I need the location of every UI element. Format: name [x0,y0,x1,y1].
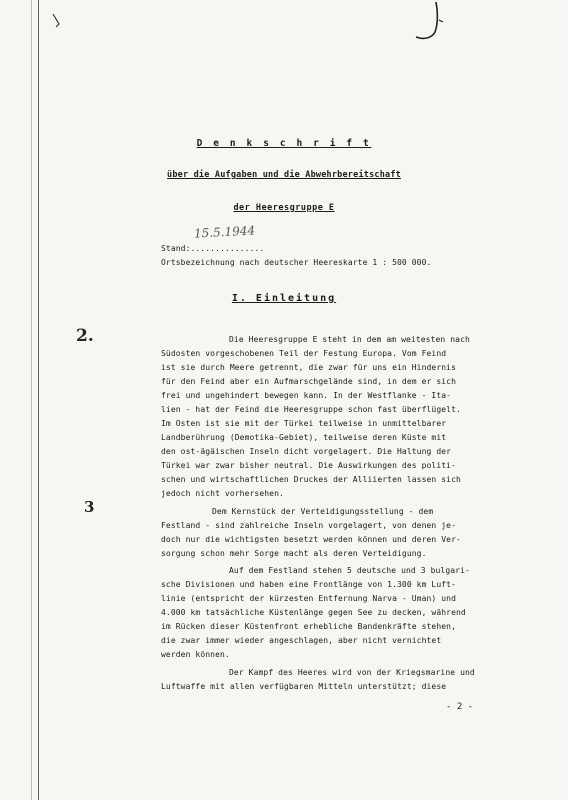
body-line: Die Heeresgruppe E steht in dem am weitesten nach [229,335,470,344]
body-line: Luftwaffe mit allen verfügbaren Mitteln unterstützt; diese [161,682,447,691]
body-line: lien - hat der Feind die Heeresgruppe schon fast überflügelt. [161,405,461,414]
corner-mark [50,12,64,28]
body-line: Auf dem Festland stehen 5 deutsche und 3 bulgari- [229,566,470,575]
body-line: sche Divisionen und haben eine Frontlänge von 1.300 km Luft- [161,580,456,589]
scan-edge-line [31,0,32,800]
body-line: im Rücken dieser Küstenfront erhebliche Bandenkräfte stehen, [161,622,456,631]
body-line: doch nur die wichtigsten besetzt werden können und deren Ver- [161,535,461,544]
body-line: Türkei war zwar bisher neutral. Die Auswirkungen des politi- [161,461,456,470]
document-title: D e n k s c h r i f t [196,138,372,149]
body-line: für den Feind aber ein Aufmarschgelände sind, in dem er sich [161,377,456,386]
body-line: Der Kampf des Heeres wird von der Kriegsmarine und [229,668,475,677]
body-line: schen und wirtschaftlichen Druckes der Alliierten lassen sich [161,475,461,484]
body-line: Dem Kernstück der Verteidigungsstellung - dem [212,507,434,516]
body-line: die zwar immer wieder angeschlagen, aber nicht vernichtet [161,636,442,645]
body-line: sorgung schon mehr Sorge macht als deren Verteidigung. [161,549,427,558]
map-reference: Ortsbezeichnung nach deutscher Heereskarte 1 : 500 000. [161,258,432,267]
body-line: linie (entspricht der kürzesten Entfernung Narva - Uman) und [161,594,456,603]
section-heading: I. Einleitung [231,293,337,304]
corner-scribble [408,0,448,42]
body-line: werden können. [161,650,230,659]
body-line: frei und ungehindert bewegen kann. In der Westflanke - Ita- [161,391,452,400]
margin-fold-line [38,0,39,800]
body-line: Im Osten ist sie mit der Türkei teilweise in unmittelbarer [161,419,447,428]
body-line: 4.000 km tatsächliche Küstenlänge gegen See zu decken, während [161,608,466,617]
body-line: jedoch nicht vorhersehen. [161,489,284,498]
stand-label: Stand:............... [161,244,265,253]
stand-date-handwritten: 15.5.1944 [193,223,256,241]
body-line: ist sie durch Meere getrennt, die zwar für uns ein Hindernis [161,363,456,372]
margin-mark-3: 3 [84,498,95,516]
body-line: Festland - sind zahlreiche Inseln vorgelagert, von denen je- [161,521,456,530]
body-line: den ost-ägäischen Inseln dicht vorgelagert. Die Haltung der [161,447,452,456]
document-subtitle: über die Aufgaben und die Abwehrbereitschaft [167,170,401,180]
document-unit: der Heeresgruppe E [233,203,335,213]
body-line: Südosten vorgeschobenen Teil der Festung Europa. Vom Feind [161,349,447,358]
margin-mark-2: 2. [76,326,94,346]
page-number: - 2 - [446,702,474,712]
body-line: Landberührung (Demotika-Gebiet), teilweise deren Küste mit [161,433,447,442]
